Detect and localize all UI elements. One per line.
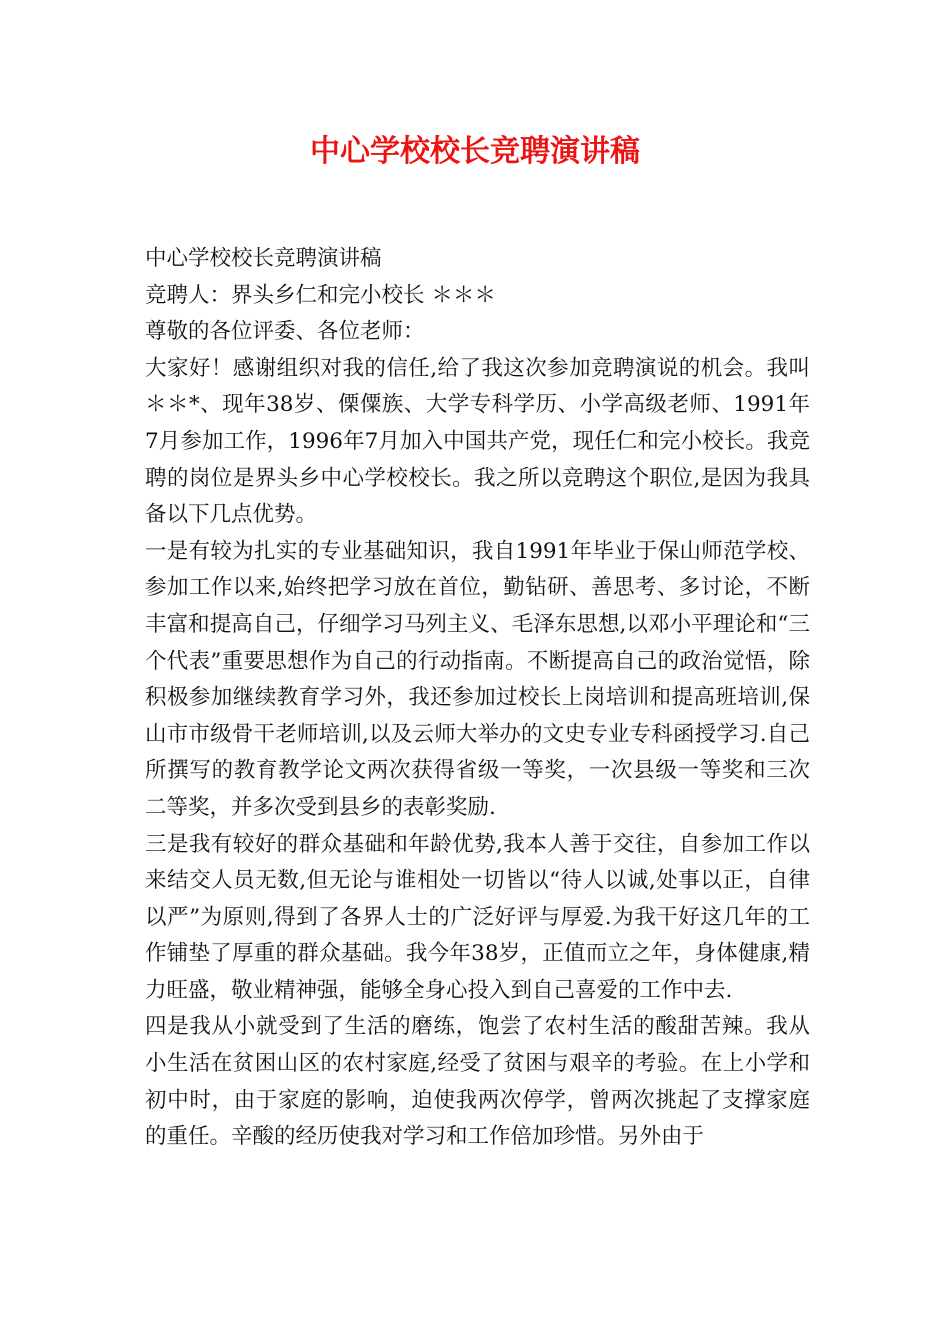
paragraph-point-three: 三是我有较好的群众基础和年龄优势,我本人善于交往，自参加工作以来结交人员无数,但无论与谁相处一切皆以“待人以诚,处事以正，自律以严”为原则,得到了各界人士的广泛好评与厚爱.为我干好这几年的工作铺垫了厚重的群众基础。我今年38岁，正值而立之年，身体健康,精力旺盛，敬业精神强，能够全身心投入到自己喜爱的工作中去. bbox=[145, 831, 810, 1003]
paragraph-point-one: 一是有较为扎实的专业基础知识，我自1991年毕业于保山师范学校、参加工作以来,始终把学习放在首位，勤钻研、善思考、多讨论，不断丰富和提高自己，仔细学习马列主义、毛泽东思想,以邓小平理论和“三个代表”重要思想作为自己的行动指南。不断提高自己的政治觉悟，除积极参加继续教育学习外，我还参加过校长上岗培训和提高班培训,保山市市级骨干老师培训,以及云师大举办的文史专业专科函授学习.自己所撰写的教育教学论文两次获得省级一等奖，一次县级一等奖和三次二等奖，并多次受到县乡的表彰奖励. bbox=[145, 538, 810, 820]
paragraph-point-four: 四是我从小就受到了生活的磨练，饱尝了农村生活的酸甜苦辣。我从小生活在贫困山区的农村家庭,经受了贫困与艰辛的考验。在上小学和初中时，由于家庭的影响，迫使我两次停学，曾两次挑起了支撑家庭的重任。辛酸的经历使我对学习和工作倍加珍惜。另外由于 bbox=[145, 1014, 810, 1150]
document-body bbox=[145, 241, 810, 1156]
document-title: 中心学校校长竞聘演讲稿 bbox=[310, 134, 640, 169]
paragraph-intro: 大家好！感谢组织对我的信任,给了我这次参加竞聘演说的机会。我叫＊＊*、现年38岁、傈僳族、大学专科学历、小学高级老师、1991年7月参加工作，1996年7月加入中国共产党，现任仁和完小校长。我竞聘的岗位是界头乡中心学校校长。我之所以竞聘这个职位,是因为我具备以下几点优势。 bbox=[145, 355, 810, 528]
paragraph-salutation: 尊敬的各位评委、各位老师： bbox=[145, 319, 425, 345]
paragraph-candidate: 竞聘人：界头乡仁和完小校长 ＊＊＊ bbox=[145, 282, 496, 308]
paragraph-heading: 中心学校校长竞聘演讲稿 bbox=[145, 246, 382, 271]
